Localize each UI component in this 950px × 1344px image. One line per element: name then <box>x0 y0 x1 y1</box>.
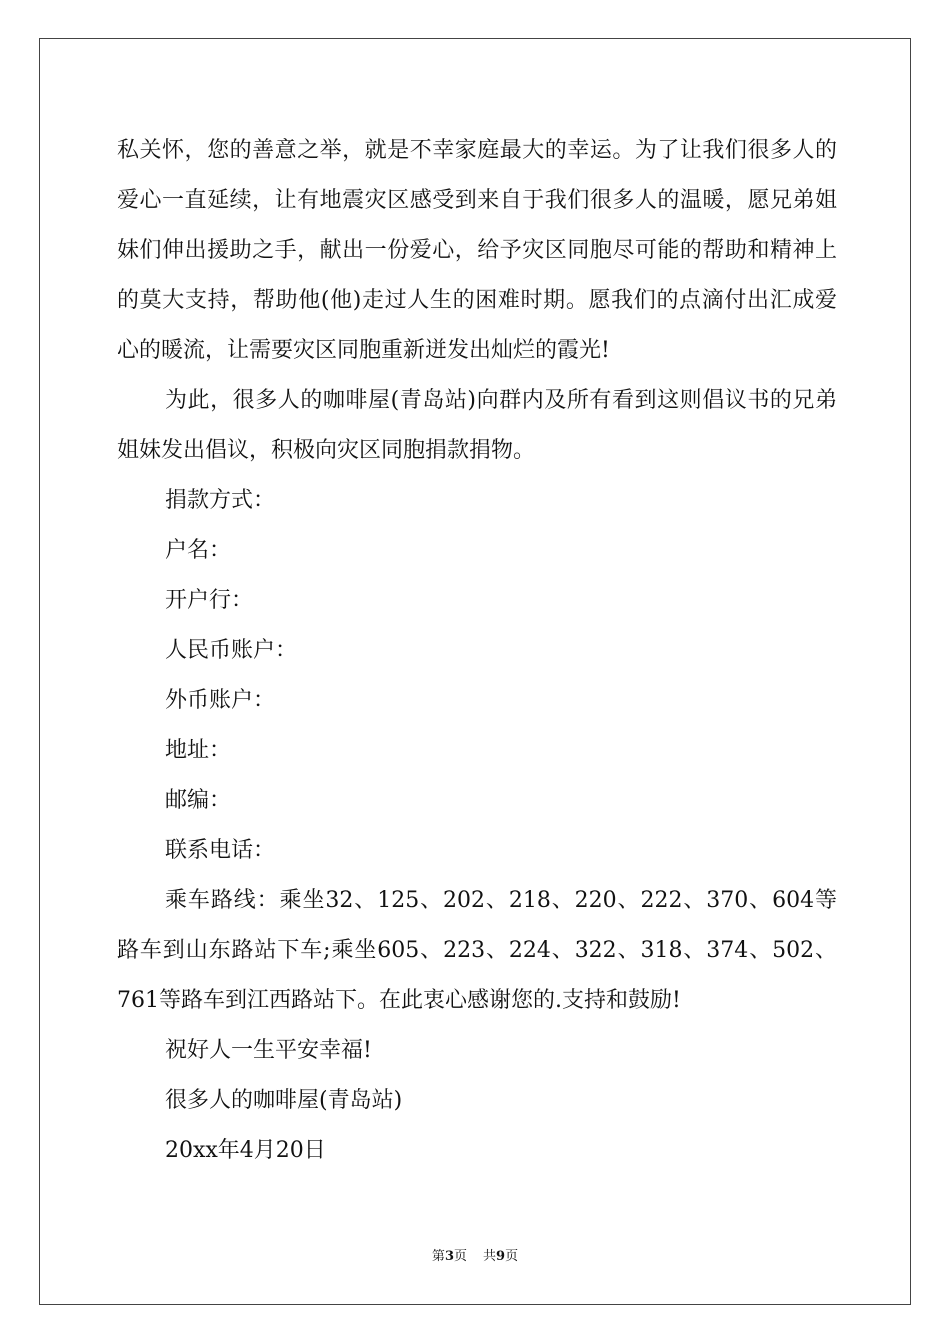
account-name-label: 户名： <box>165 538 232 563</box>
rmb-account-label: 人民币账户： <box>165 638 298 663</box>
address-label: 地址： <box>165 738 232 763</box>
bank-label: 开户行： <box>165 588 254 613</box>
paragraph-initiative: 为此，很多人的咖啡屋(青岛站)向群内及所有看到这则倡议书的兄弟姐妹发出倡议，积极向灾区同胞捐款捐物。 <box>117 388 837 463</box>
page-number-prefix: 第 <box>431 1249 445 1264</box>
page-number-current: 3 <box>444 1249 454 1264</box>
page-number-suffix: 页 <box>453 1249 467 1264</box>
page-total-prefix: 共 <box>483 1249 497 1264</box>
document-body <box>117 126 837 1176</box>
page-footer <box>0 1247 950 1267</box>
closing-wish: 祝好人一生平安幸福! <box>165 1038 372 1063</box>
signature-organization: 很多人的咖啡屋(青岛站) <box>165 1088 403 1113</box>
paragraph-appeal-continuation: 私关怀，您的善意之举，就是不幸家庭最大的幸运。为了让我们很多人的爱心一直延续，让有地震灾区感受到来自于我们很多人的温暖，愿兄弟姐妹们伸出援助之手，献出一份爱心，给予灾区同胞尽可能的帮助和精神上的莫大支持，帮助他(他)走过人生的困难时期。愿我们的点滴付出汇成爱心的暖流，让需要灾区同胞重新迸发出灿烂的霞光! <box>117 138 837 363</box>
foreign-account-label: 外币账户： <box>165 688 276 713</box>
postcode-label: 邮编： <box>165 788 232 813</box>
page-total-suffix: 页 <box>505 1249 519 1264</box>
page-number-total: 9 <box>496 1249 506 1264</box>
donation-method-label: 捐款方式： <box>165 488 276 513</box>
signature-date: 20xx年4月20日 <box>165 1138 326 1163</box>
phone-label: 联系电话： <box>165 838 276 863</box>
bus-route-paragraph: 乘车路线：乘坐32、125、202、218、220、222、370、604等路车到山东路站下车;乘坐605、223、224、322、318、374、502、761等路车到江西路站下。在此衷心感谢您的.支持和鼓励! <box>117 888 837 1013</box>
